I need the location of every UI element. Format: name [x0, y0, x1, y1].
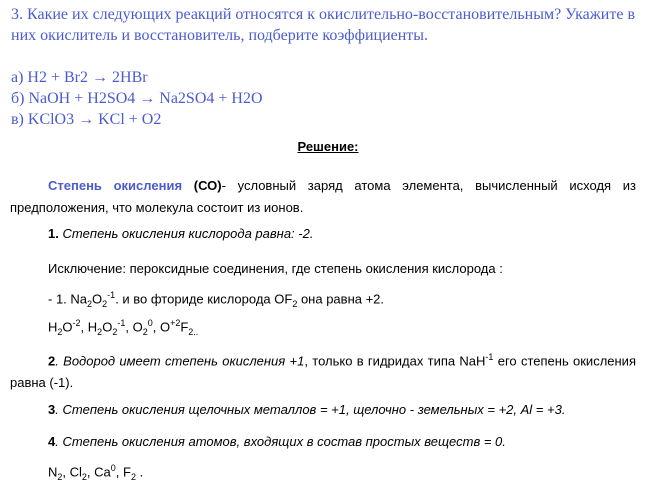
exception-part: 2 [87, 298, 93, 309]
definition-paragraph [10, 175, 636, 219]
example-part: 2 [112, 326, 118, 337]
solution-title: Решение: [297, 139, 359, 154]
rule-4-text: . Степень окисления атомов, входящих в состав простых веществ = 0. [55, 434, 506, 449]
rule-1 [48, 226, 313, 241]
exception-part: . и во фториде кислорода OF [115, 291, 293, 307]
simple-part: , F [115, 464, 131, 480]
simple-part: 2 [130, 471, 136, 482]
question-block [11, 4, 647, 130]
rule-3-text: . Степень окисления щелочных металлов = +1, щелочно - земельных = +2, Al = +3. [55, 402, 566, 417]
exception-part: 2 [102, 298, 108, 309]
rule-1-number: 1. [48, 226, 59, 241]
exception-part: - 1. Na [48, 291, 88, 307]
example-part: 0 [147, 318, 153, 328]
rule-4-number: 4 [48, 434, 56, 449]
rule-1-text: Степень окисления кислорода равна: -2. [62, 226, 314, 241]
rule-3 [48, 402, 565, 417]
example-part: 2 [142, 326, 148, 337]
example-part: 2 [97, 326, 103, 337]
example-part: O [62, 319, 73, 335]
rule-2-number: 2 [48, 353, 56, 369]
simple-part: , Ca [86, 464, 111, 480]
example-part: 2.. [188, 326, 199, 337]
definition-abbr: (СО) [193, 178, 222, 193]
exception-part: O [92, 291, 103, 307]
rule-2 [10, 346, 636, 394]
example-part: H [48, 319, 58, 335]
question-text: 3. Какие их следующих реакций относятся к окислительно-восстановительным? Укажите в них окислитель и восстановитель, подберите коэффициенты. [11, 6, 635, 44]
example-part: , O [152, 319, 171, 335]
example-part: , H [80, 319, 98, 335]
simple-part: , Cl [62, 464, 82, 480]
simple-part: 0 [110, 463, 116, 473]
rule-2-text3: его степень окисления равна (-1). [10, 353, 636, 391]
reaction-a: а) H2 + Br2 → 2HBr [11, 69, 148, 86]
definition-text: - условный заряд атома элемента, вычисленный исходя из предположения, что молекула состоит из ионов. [10, 178, 636, 215]
exception-part: 2 [292, 298, 298, 309]
example-part: , O [125, 319, 143, 335]
example-part: 2 [57, 326, 63, 337]
definition-term: Степень окисления [48, 178, 183, 193]
example-part: -1 [117, 318, 126, 328]
rule-2-text2: , только в гидридах типа NaH [304, 353, 486, 369]
simple-part: 2 [81, 471, 87, 482]
exception-detail [48, 290, 384, 309]
example-part: F [180, 319, 189, 335]
exception-part: -1 [107, 290, 116, 300]
rule-2-sup: -1 [485, 352, 494, 362]
rule-2-text: . Водород имеет степень окисления +1 [55, 353, 305, 369]
exception-line: Исключение: пероксидные соединения, где степень окисления кислорода : [48, 261, 503, 276]
rule-3-number: 3 [48, 402, 56, 417]
example-part: +2 [170, 318, 181, 328]
oxygen-examples [48, 318, 198, 337]
reaction-c: в) KClO3 → KCl + O2 [11, 111, 162, 128]
simple-substances [48, 463, 143, 482]
exception-part: она равна +2. [297, 291, 385, 307]
reaction-b: б) NaOH + H2SO4 → Na2SO4 + H2O [11, 90, 263, 107]
example-part: O [102, 319, 113, 335]
rule-4 [48, 434, 506, 449]
simple-part: 2 [57, 471, 63, 482]
example-part: -2 [72, 318, 81, 328]
simple-part: . [135, 464, 144, 480]
simple-part: N [48, 464, 58, 480]
